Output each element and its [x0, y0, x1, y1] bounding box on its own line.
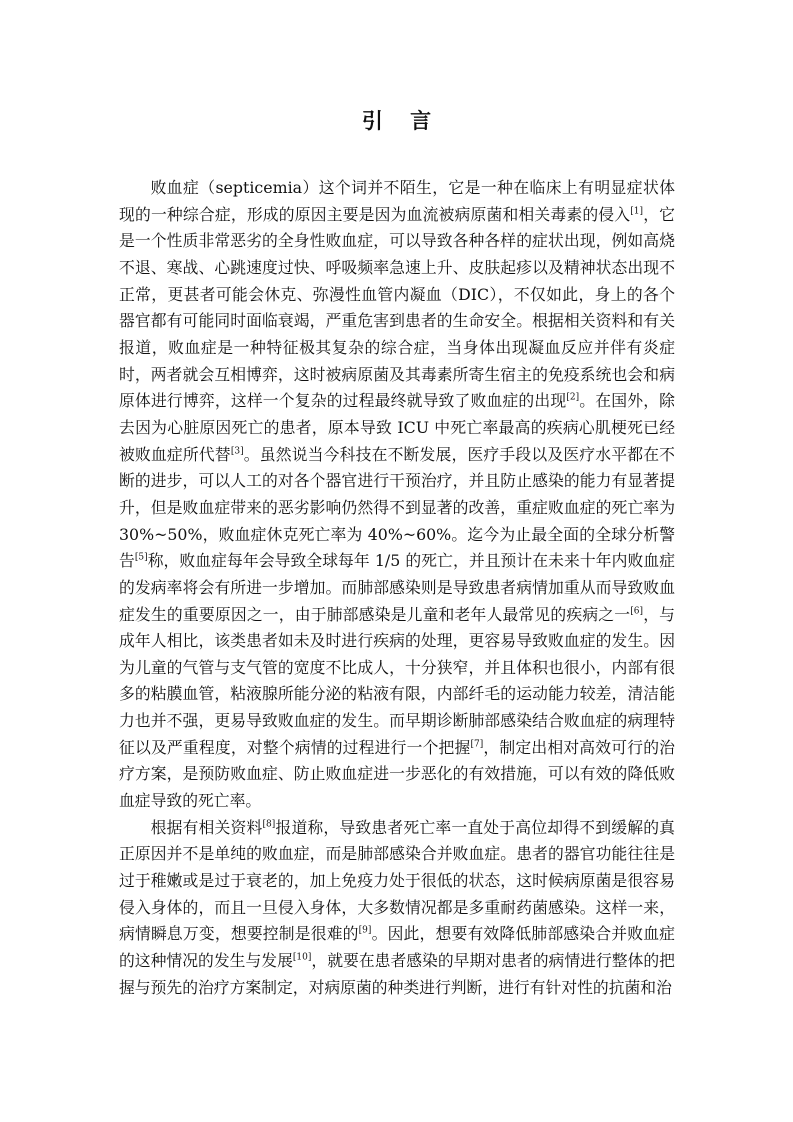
- citation-ref: [1]: [630, 206, 644, 217]
- paragraph: [119, 175, 675, 815]
- paragraph-text: 报道称，导致患者死亡率一直处于高位却得不到缓解的真正原因并不是单纯的败血症，而是肺部感染合并败血症。患者的器官功能往往是过于稚嫩或是过于衰老的，加上免疫力处于很低的状态，这时候病原菌是很容易侵入身体的，而且一旦侵入身体，大多数情况都是多重耐药菌感染。这样一来，病情瞬息万变，想要控制是很难的: [119, 817, 675, 944]
- paragraph-text: 。因此，想要有效降低肺部感染合并败血症的这种情况的发生与发展: [119, 924, 675, 971]
- citation-ref: [5]: [134, 552, 148, 563]
- paragraph-text: ，它是一个性质非常恶劣的全身性败血症，可以导致各种各样的症状出现，例如高烧不退、寒战、心跳速度过快、呼吸频率急速上升、皮肤起疹以及精神状态出现不正常，更甚者可能会休克、弥漫性血管内凝血（DIC），不仅如此，身上的各个器官都有可能同时面临衰竭，严重危害到患者的生命安全。根据相关资料和有关报道，败血症是一种特征极其复杂的综合症，当身体出现凝血反应并伴有炎症时，两者就会互相博弈，这时被病原菌及其毒素所寄生宿主的免疫系统也会和病原体进行博弈，这样一个复杂的过程最终就导致了败血症的出现: [119, 204, 675, 411]
- citation-ref: [7]: [470, 739, 484, 750]
- citation-ref: [8]: [262, 819, 276, 830]
- paragraph-text: 败血症（septicemia）这个词并不陌生，它是一种在临床上有明显症状体现的一种综合症，形成的原因主要是因为血流被病原菌和相关毒素的侵入: [119, 178, 675, 224]
- paragraph-text: 称，败血症每年会导致全球每年 1/5 的死亡，并且预计在未来十年内败血症的发病率将会有所进一步增加。而肺部感染则是导致患者病情加重从而导致败血症发生的重要原因之一，由于肺部感染是儿童和老年人最常见的疾病之一: [119, 551, 675, 624]
- citation-ref: [6]: [630, 606, 644, 617]
- paragraph-text: 根据有相关资料: [150, 817, 263, 837]
- paragraph-text: ，制定出相对高效可行的治疗方案，是预防败血症、防止败血症进一步恶化的有效措施，可以有效的降低败血症导致的死亡率。: [119, 737, 675, 811]
- paragraph: [119, 815, 675, 1002]
- page-title: 引 言: [361, 109, 442, 133]
- paragraph-text: ，与成年人相比，该类患者如未及时进行疾病的处理，更容易导致败血症的发生。因为儿童的气管与支气管的宽度不比成人，十分狭窄，并且体积也很小，内部有很多的粘膜血管，粘液腺所能分泌的粘液有限，内部纤毛的运动能力较差，清洁能力也并不强，更易导致败血症的发生。而早期诊断肺部感染结合败血症的病理特征以及严重程度，对整个病情的过程进行一个把握: [119, 604, 675, 757]
- paragraph-text: 。虽然说当今科技在不断发展，医疗手段以及医疗水平都在不断的进步，可以人工的对各个器官进行干预治疗，并且防止感染的能力有显著提升，但是败血症带来的恶劣影响仍然得不到显著的改善，重症败血症的死亡率为 30%~50%，败血症休克死亡率为 40%~60%。迄今为止最全面的全球分析警告: [119, 444, 675, 571]
- citation-ref: [10]: [292, 952, 312, 963]
- citation-ref: [9]: [358, 926, 372, 937]
- body-text: [119, 175, 675, 1001]
- citation-ref: [2]: [566, 392, 580, 403]
- citation-ref: [3]: [230, 446, 244, 457]
- paragraph-text: ，就要在患者感染的早期对患者的病情进行整体的把握与预先的治疗方案制定，对病原菌的种类进行判断，进行有针对性的抗菌和治: [119, 951, 675, 997]
- paragraph-text: 。在国外，除去因为心脏原因死亡的患者，原本导致 ICU 中死亡率最高的疾病心肌梗死已经被败血症所代替: [119, 391, 675, 464]
